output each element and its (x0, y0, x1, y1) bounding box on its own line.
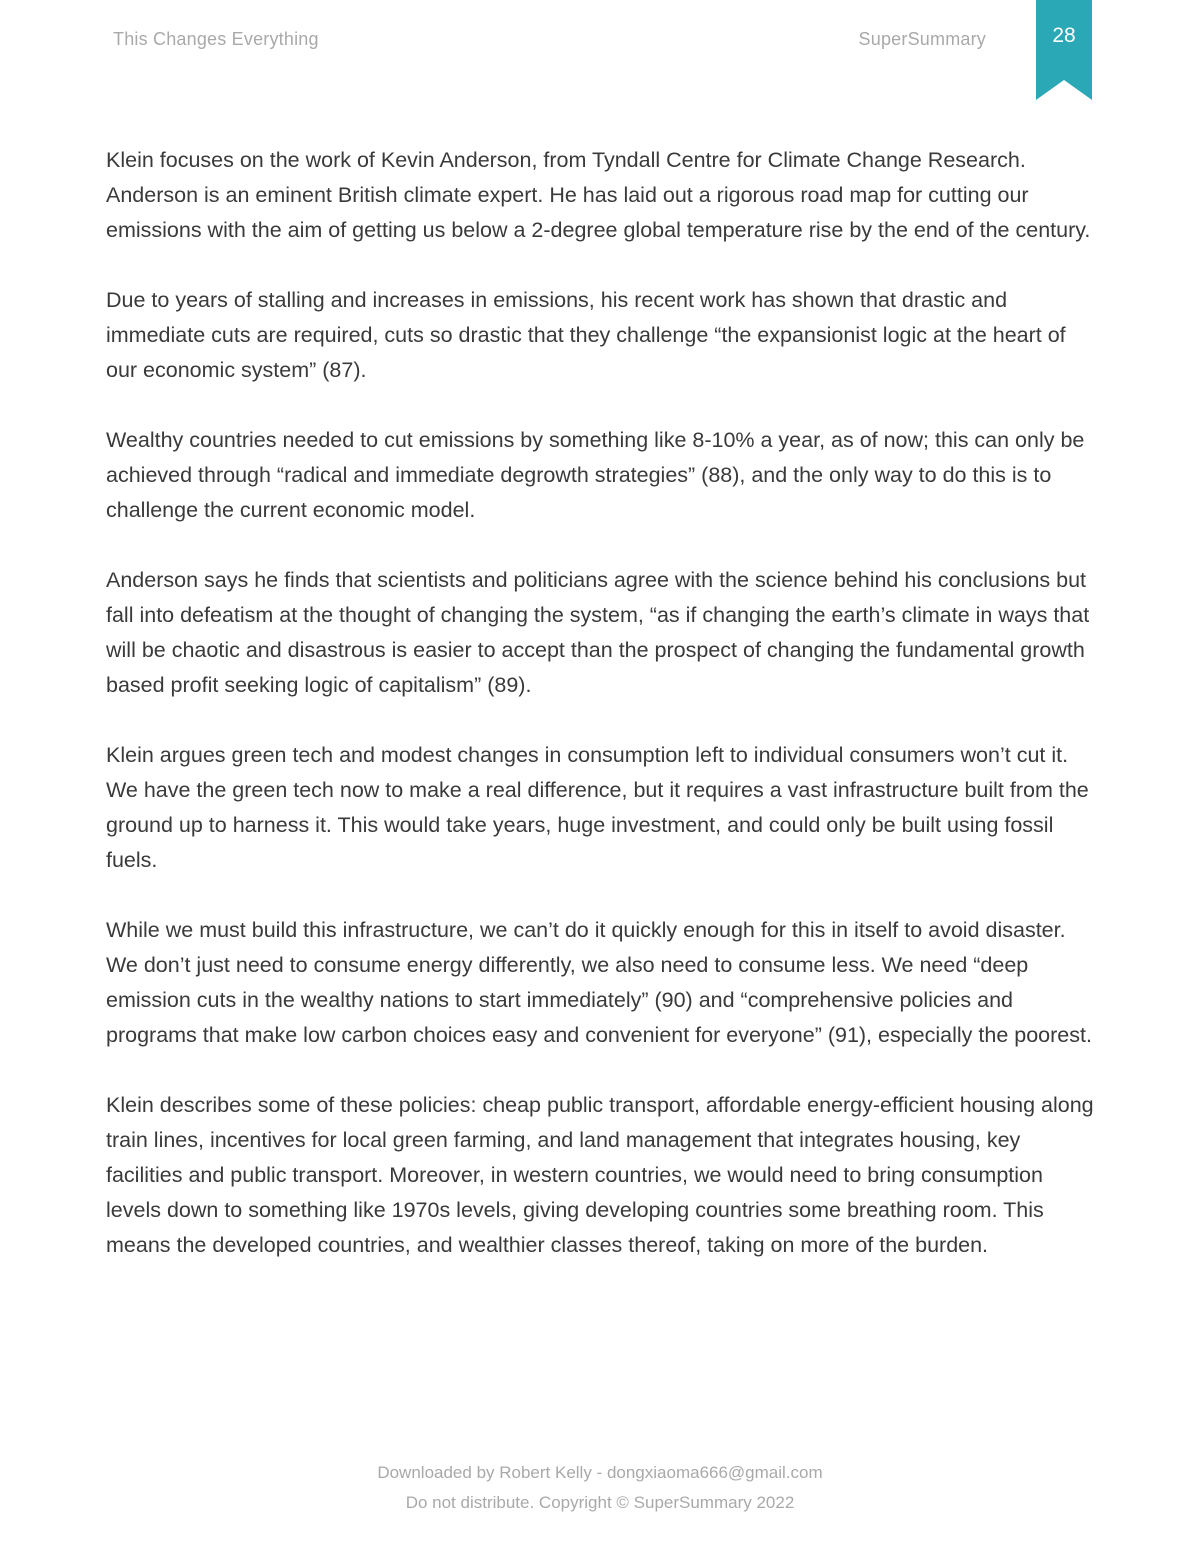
brand-name: SuperSummary (858, 29, 986, 49)
copyright-notice: Do not distribute. Copyright © SuperSummary 2022 (405, 1493, 795, 1512)
page-number: 28 (1052, 24, 1076, 47)
page-bookmark-tag (1036, 0, 1092, 100)
paragraph: Due to years of stalling and increases in emissions, his recent work has shown that drastic and immediate cuts are required, cuts so drastic that they challenge “the expansionist logic at the heart of our economic system” (87). (106, 288, 1066, 382)
paragraph: Klein describes some of these policies: cheap public transport, affordable energy-efficient housing along train lines, incentives for local green farming, and land management that integrates housing, key facilities and public transport. Moreover, in western countries, we would need to bring consumption levels down to something like 1970s levels, giving developing countries some breathing room. This means the developed countries, and wealthier classes thereof, taking on more of the burden. (106, 1093, 1094, 1257)
download-notice: Downloaded by Robert Kelly - dongxiaoma666@gmail.com (377, 1463, 823, 1482)
paragraph: Wealthy countries needed to cut emissions by something like 8-10% a year, as of now; this can only be achieved through “radical and immediate degrowth strategies” (88), and the only way to do this is to challenge the current economic model. (106, 428, 1085, 522)
bookmark-ribbon-icon (1036, 0, 1092, 100)
paragraph: Klein argues green tech and modest changes in consumption left to individual consumers won’t cut it. We have the green tech now to make a real difference, but it requires a vast infrastructure built from the ground up to harness it. This would take years, huge investment, and could only be built using fossil fuels. (106, 743, 1089, 872)
paragraph: Klein focuses on the work of Kevin Anderson, from Tyndall Centre for Climate Change Research. Anderson is an eminent British climate expert. He has laid out a rigorous road map for cutting our emissions with the aim of getting us below a 2-degree global temperature rise by the end of the century. (106, 148, 1091, 242)
paragraph: Anderson says he finds that scientists and politicians agree with the science behind his conclusions but fall into defeatism at the thought of changing the system, “as if changing the earth’s climate in ways that will be chaotic and disastrous is easier to accept than the prospect of changing the fundamental growth based profit seeking logic of capitalism” (89). (106, 568, 1090, 697)
body-text (106, 143, 1100, 1298)
book-title: This Changes Everything (113, 29, 319, 49)
paragraph: While we must build this infrastructure, we can’t do it quickly enough for this in itself to avoid disaster. We don’t just need to consume energy differently, we also need to consume less. We need “deep emission cuts in the wealthy nations to start immediately” (90) and “comprehensive policies and programs that make low carbon choices easy and convenient for everyone” (91), especially the poorest. (106, 918, 1092, 1047)
